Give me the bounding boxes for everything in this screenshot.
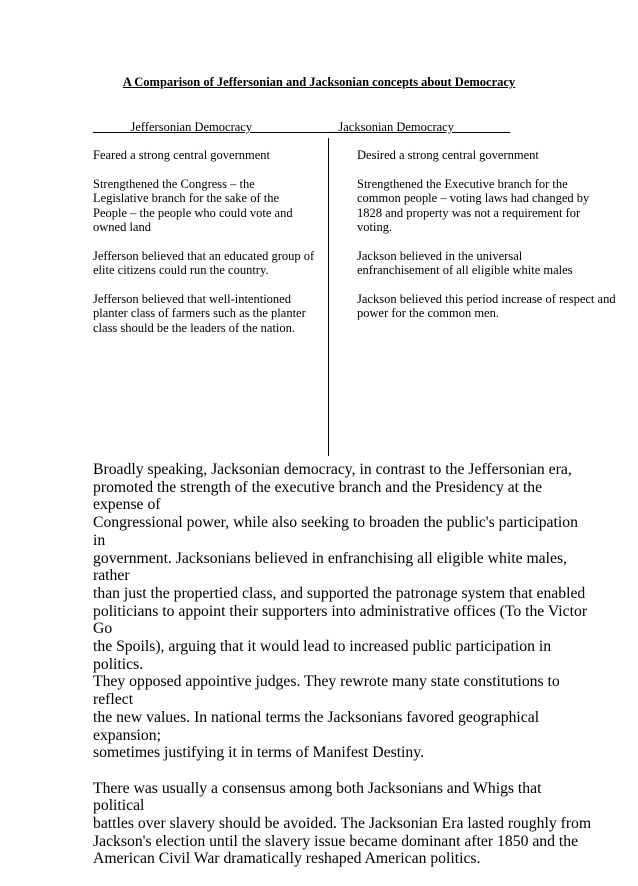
jacksonian-column-header: _ Jacksonian Democracy_________ xyxy=(329,120,511,134)
list-item: Strengthened the Congress – the Legislative branch for the sake of the People – the people who could vote and owned land xyxy=(93,176,293,234)
jacksonian-column xyxy=(357,148,625,335)
list-item: Desired a strong central government xyxy=(357,148,539,162)
page-title: A Comparison of Jeffersonian and Jacksonian concepts about Democracy xyxy=(122,75,516,89)
list-item: Jackson believed in the universal enfranchisement of all eligible white males xyxy=(357,248,573,277)
list-item: Jackson believed this period increase of respect and power for the common men. xyxy=(357,291,616,320)
list-item: Jefferson believed that well-intentioned planter class of farmers such as the planter class should be the leaders of the nation. xyxy=(93,291,306,335)
jeffersonian-column xyxy=(93,148,321,349)
jeffersonian-column-header: ______Jeffersonian Democracy___________________ xyxy=(93,120,371,134)
paragraph: Broadly speaking, Jacksonian democracy, in contrast to the Jeffersonian era, promoted the strength of the executive branch and the Presidency at the expense of Congressional power, while also seeking to broaden the public's participation in government. Jacksonians believed in enfranchising all eligible white males, rather than just the propertied class, and supported the patronage system that enabled politicians to appoint their supporters into administrative offices (To the Victor Go the Spoils), arguing that it would lead to increased public participation in politics. They opposed appointive judges. They rewrote many state constitutions to reflect the new values. In national terms the Jacksonians favored geographical expansion; sometimes justifying it in terms of Manifest Destiny. xyxy=(93,461,588,762)
list-item: Strengthened the Executive branch for the common people – voting laws had changed by 1828 and property was not a requirement for voting. xyxy=(357,176,590,234)
body-text xyxy=(93,461,593,886)
column-divider xyxy=(328,138,329,456)
list-item: Feared a strong central government xyxy=(93,148,271,162)
paragraph: There was usually a consensus among both Jacksonians and Whigs that political battles over slavery should be avoided. The Jacksonian Era lasted roughly from Jackson's election until the slavery issue became dominant after 1850 and the American Civil War dramatically reshaped American politics. xyxy=(93,779,592,868)
list-item: Jefferson believed that an educated group of elite citizens could run the country. xyxy=(93,248,315,277)
